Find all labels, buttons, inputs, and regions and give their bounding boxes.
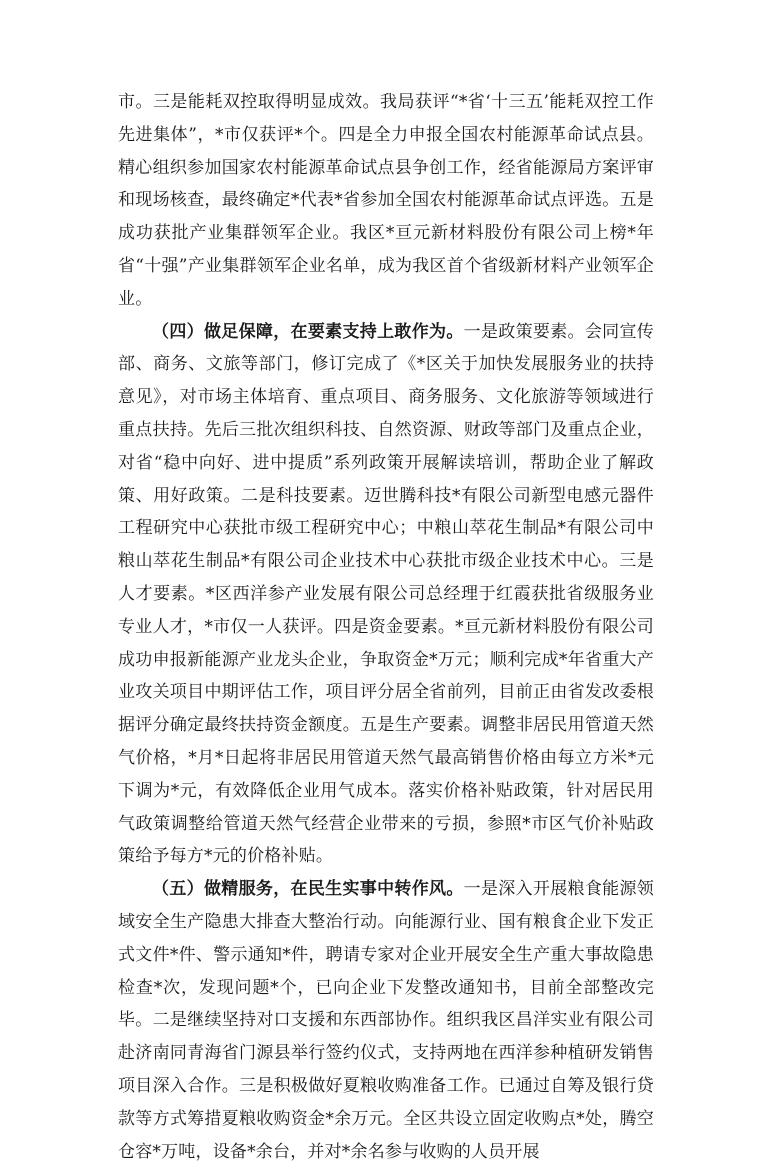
paragraph-continuation xyxy=(118,86,654,316)
paragraph-section-five xyxy=(118,873,654,1168)
document-page xyxy=(118,86,654,1168)
paragraph-section-four xyxy=(118,316,654,874)
paragraph-text: 市。三是能耗双控取得明显成效。我局获评“*省‘十三五’能耗双控工作先进集体”，*市仅获评*个。四是全力申报全国农村能源革命试点县。精心组织参加国家农村能源革命试点县争创工作，经省能源局方案评审和现场核查，最终确定*代表*省参加全国农村能源革命试点评选。五是成功获批产业集群领军企业。我区*亘元新材料股份有限公司上榜*年省“十强”产业集群领军企业名单，成为我区首个省级新材料产业领军企业。 xyxy=(118,92,654,309)
section-heading: （四）做足保障，在要素支持上敢作为。 xyxy=(152,321,464,342)
paragraph-text: 一是深入开展粮食能源领域安全生产隐患大排查大整治行动。向能源行业、国有粮食企业下发正式文件*件、警示通知*件，聘请专家对企业开展安全生产重大事故隐患检查*次，发现问题*个，已向企业下发整改通知书，目前全部整改完毕。二是继续坚持对口支援和东西部协作。组织我区昌洋实业有限公司赴济南同青海省门源县举行签约仪式，支持两地在西洋参种植研发销售项目深入合作。三是积极做好夏粮收购准备工作。已通过自筹及银行贷款等方式筹措夏粮收购资金*余万元。全区共设立固定收购点*处，腾空仓容*万吨，设备*余台，并对*余名参与收购的人员开展 xyxy=(118,879,654,1162)
paragraph-text: 一是政策要素。会同宣传部、商务、文旅等部门，修订完成了《*区关于加快发展服务业的扶持意见》，对市场主体培育、重点项目、商务服务、文化旅游等领域进行重点扶持。先后三批次组织科技、自然资源、财政等部门及重点企业，对省“稳中向好、进中提质”系列政策开展解读培训，帮助企业了解政策、用好政策。二是科技要素。迈世腾科技*有限公司新型电感元器件工程研究中心获批市级工程研究中心；中粮山萃花生制品*有限公司中粮山萃花生制品*有限公司企业技术中心获批市级企业技术中心。三是人才要素。*区西洋参产业发展有限公司总经理于红霞获批省级服务业专业人才，*市仅一人获评。四是资金要素。*亘元新材料股份有限公司成功申报新能源产业龙头企业，争取资金*万元；顺利完成*年省重大产业攻关项目中期评估工作，项目评分居全省前列，目前正由省发改委根据评分确定最终扶持资金额度。五是生产要素。调整非居民用管道天然气价格，*月*日起将非居民用管道天然气最高销售价格由每立方米*元下调为*元，有效降低企业用气成本。落实价格补贴政策，针对居民用气政策调整给管道天然气经营企业带来的亏损，参照*市区气价补贴政策给予每方*元的价格补贴。 xyxy=(118,321,654,867)
section-heading: （五）做精服务，在民生实事中转作风。 xyxy=(152,879,464,900)
